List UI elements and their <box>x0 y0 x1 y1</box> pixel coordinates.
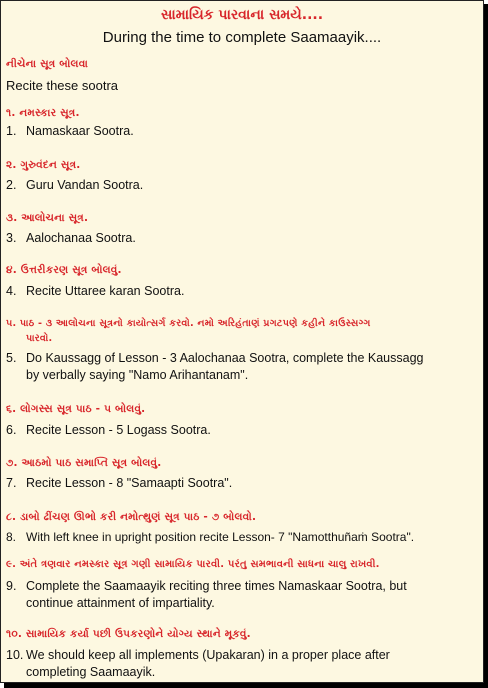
intro-gujarati: નીચેના સૂત્ર બોલવા <box>6 58 89 70</box>
step-number: 3. <box>6 231 17 245</box>
step-9-gujarati: ૯. અંતે ત્રણવાર નમસ્કાર સૂત્ર ગણી સામાયિક પારવી. પરંતુ સમભાવની સાધના ચાલુ રાખવી. <box>6 559 380 570</box>
step-text-line2: completing Saamaayik. <box>26 665 156 679</box>
step-9-english <box>6 578 482 610</box>
step-number: 9. <box>6 579 17 593</box>
step-text: Do Kaussagg of Lesson - 3 Aalochanaa Sootra, complete the Kaussagg <box>26 351 424 365</box>
step-10-english <box>6 647 482 679</box>
step-text: Complete the Saamaayik reciting three times Namaskaar Sootra, but <box>26 579 407 593</box>
step-2-gujarati: ૨. ગુરુવંદન સૂત્ર. <box>6 159 81 171</box>
frame-shadow-right <box>484 4 488 688</box>
step-4-gujarati: ૪. ઉત્તરીકરણ સૂત્ર બોલવું. <box>6 264 122 276</box>
step-2-english <box>6 177 476 193</box>
step-3-english <box>6 230 476 246</box>
step-5-english <box>6 350 482 382</box>
step-text: Aalochanaa Sootra. <box>26 231 136 245</box>
title-english: During the time to complete Saamaayik.... <box>102 29 382 46</box>
step-number: 6. <box>6 423 17 437</box>
step-number: 4. <box>6 284 17 298</box>
step-text-line2: by verbally saying "Namo Arihantanam". <box>26 368 249 382</box>
step-number: 2. <box>6 178 17 192</box>
step-text: Namaskaar Sootra. <box>26 124 134 138</box>
frame-shadow-bottom <box>4 683 488 688</box>
step-1-gujarati: ૧. નમસ્કાર સૂત્ર. <box>6 107 80 119</box>
step-number: 8. <box>6 530 17 544</box>
step-4-english <box>6 283 476 299</box>
step-text: With left knee in upright position recite Lesson- 7 "Namotthuñaṁ Sootra". <box>26 530 415 544</box>
step-1-english <box>6 123 476 139</box>
step-text: We should keep all implements (Upakaran) in a proper place after <box>26 648 390 662</box>
step-5-gujarati-line2: પારવો. <box>26 333 53 344</box>
step-6-gujarati: ૬. લોગસ્સ સૂત્ર પાઠ - ૫ બોલવું. <box>6 403 146 415</box>
step-8-gujarati: ૮. ડાબો ઢીંચણ ઊભો કરી નમોત્થુણં સૂત્ર પાઠ - ૭ બોલવો. <box>6 511 257 523</box>
step-text: Recite Lesson - 8 "Samaapti Sootra". <box>26 476 233 490</box>
step-text-line2: continue attainment of impartiality. <box>26 596 215 610</box>
step-text: Guru Vandan Sootra. <box>26 178 144 192</box>
step-text: Recite Lesson - 5 Logass Sootra. <box>26 423 211 437</box>
title-gujarati: સામાયિક પારવાના સમયે.... <box>160 7 324 23</box>
step-8-english <box>6 529 482 545</box>
step-7-english <box>6 475 476 491</box>
step-3-gujarati: ૩. આલોચના સૂત્ર. <box>6 212 89 224</box>
step-7-gujarati: ૭. આઠમો પાઠ સમાપ્તિ સૂત્ર બોલવું. <box>6 457 162 469</box>
step-number: 1. <box>6 124 17 138</box>
step-number: 10. <box>6 648 24 662</box>
step-5-gujarati: ૫. પાઠ - ૩ આલોચના સૂત્રનો કાયોત્સર્ગ કરવો. નમો અરિહંતાણં પ્રગટપણે કહીને કાઉસ્સગ્ગ <box>6 318 371 329</box>
step-number: 5. <box>6 351 17 365</box>
step-number: 7. <box>6 476 17 490</box>
step-text: Recite Uttaree karan Sootra. <box>26 284 185 298</box>
intro-english: Recite these sootra <box>6 78 119 93</box>
step-10-gujarati: ૧૦. સામાયિક કર્યા પછી ઉપકરણોને યોગ્ય સ્થાને મૂકવું. <box>6 628 251 640</box>
step-6-english <box>6 422 476 438</box>
